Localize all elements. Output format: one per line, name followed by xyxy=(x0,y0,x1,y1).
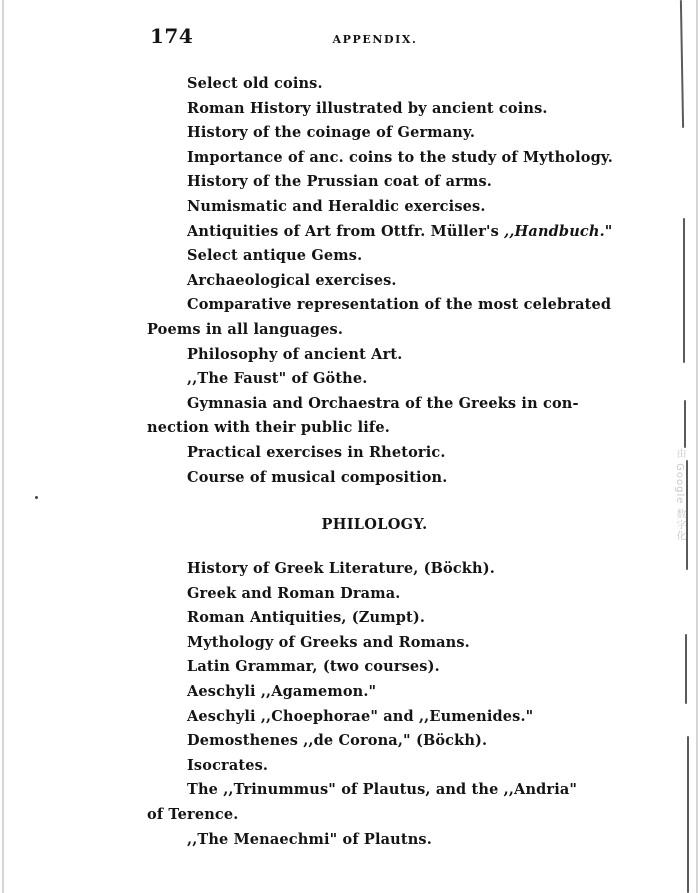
list-item xyxy=(147,557,602,582)
list-item xyxy=(147,72,602,97)
list-item xyxy=(147,170,602,195)
list-item-text: ,,The Menaechmi" of Plautns. xyxy=(187,830,432,848)
list-item xyxy=(147,754,602,779)
list-item-text: Latin Grammar, (two courses). xyxy=(187,658,440,676)
page-border-right xyxy=(696,0,698,893)
list-item xyxy=(147,778,602,803)
list-item xyxy=(147,392,602,417)
scan-edge-mark xyxy=(680,0,684,128)
list-item-text: History of the coinage of Germany. xyxy=(187,124,476,142)
list-item xyxy=(147,729,602,754)
scan-speck xyxy=(35,496,38,499)
list-item-text: History of Greek Literature, (Böckh). xyxy=(187,560,495,577)
list-item xyxy=(147,343,602,368)
list-item-text: Roman History illustrated by ancient coins. xyxy=(187,99,548,117)
list-item-text: Mythology of Greeks and Romans. xyxy=(187,633,470,651)
list-item xyxy=(147,466,602,491)
list-item-text: Practical exercises in Rhetoric. xyxy=(187,443,446,461)
list-item-text: nection with their public life. xyxy=(147,419,390,437)
list-item xyxy=(147,146,613,171)
list-item xyxy=(147,318,602,343)
list-item xyxy=(147,655,602,680)
list-item xyxy=(147,582,602,607)
scan-edge-mark xyxy=(687,736,689,893)
list-item-text: Roman Antiquities, (Zumpt). xyxy=(187,609,426,627)
list-item xyxy=(147,220,613,245)
list-item-text: Select antique Gems. xyxy=(187,247,363,265)
list-item xyxy=(147,269,602,294)
list-item xyxy=(147,631,602,656)
list-item-text: Philosophy of ancient Art. xyxy=(187,345,403,363)
list-item xyxy=(147,121,602,146)
course-list-philology xyxy=(147,557,602,852)
list-item-text: The ,,Trinummus" of Plautus, and the ,,Andria" xyxy=(187,781,578,799)
list-item xyxy=(147,416,602,441)
list-item-text: Greek and Roman Drama. xyxy=(187,584,401,602)
running-head: APPENDIX. xyxy=(332,33,418,46)
list-item-text: Select old coins. xyxy=(187,75,323,92)
list-item xyxy=(147,195,602,220)
list-item xyxy=(147,828,602,853)
section-heading-philology: PHILOLOGY. xyxy=(321,516,428,533)
list-item-text: Gymnasia and Orchaestra of the Greeks in con- xyxy=(187,394,579,412)
scan-edge-mark xyxy=(685,634,687,704)
list-item xyxy=(147,705,602,730)
list-item-text: Importance of anc. coins to the study of Mythology. xyxy=(187,148,613,166)
list-item xyxy=(147,680,602,705)
scan-edge-mark xyxy=(683,218,685,363)
list-item-text: Aeschyli ,,Choephorae" and ,,Eumenides." xyxy=(187,707,534,725)
list-item-text: Numismatic and Heraldic exercises. xyxy=(187,197,486,215)
scan-edge-mark xyxy=(684,400,686,448)
list-item-text: of Terence. xyxy=(147,805,239,823)
list-item xyxy=(147,367,602,392)
list-item-text: Course of musical composition. xyxy=(187,468,448,486)
list-item-text: Archaeological exercises. xyxy=(187,271,397,289)
list-item xyxy=(147,244,602,269)
list-item-text: Poems in all languages. xyxy=(147,320,344,338)
list-item-text: Antiquities of Art from Ottfr. Müller's xyxy=(187,222,505,240)
course-list-general xyxy=(147,72,613,490)
list-item-text: History of the Prussian coat of arms. xyxy=(187,173,492,191)
list-item xyxy=(147,803,602,828)
page-number: 174 xyxy=(150,24,194,48)
list-item xyxy=(147,441,602,466)
digitization-watermark: 由 Google 数字化 xyxy=(674,448,685,542)
list-item xyxy=(147,606,602,631)
list-item-text: Demosthenes ,,de Corona," (Böckh). xyxy=(187,732,488,750)
list-item-text: Aeschyli ,,Agamemon." xyxy=(187,682,377,700)
list-item-text: ,,The Faust" of Göthe. xyxy=(187,370,368,388)
list-item xyxy=(147,293,612,318)
list-item xyxy=(147,97,602,122)
page-border-left xyxy=(2,0,4,893)
list-item-text: Comparative representation of the most celebrated xyxy=(187,296,612,314)
list-item-text: Isocrates. xyxy=(187,756,269,774)
list-item-italic-title: ,,Handbuch." xyxy=(504,222,613,240)
